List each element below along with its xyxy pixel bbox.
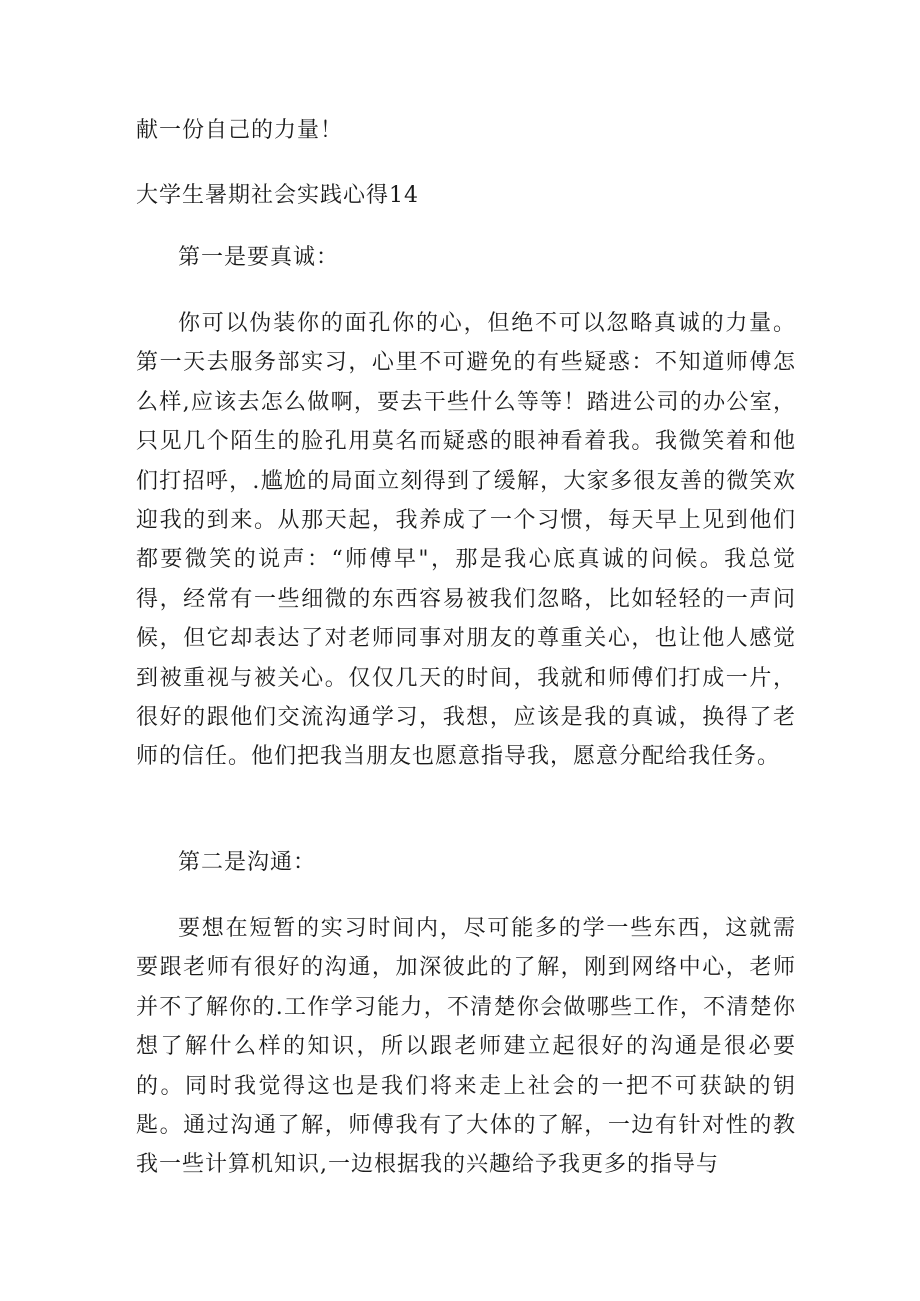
section1-paragraph: 你可以伪装你的面孔你的心，但绝不可以忽略真诚的力量。第一天去服务部实习，心里不可避免的有些疑惑：不知道师傅怎么样,应该去怎么做啊，要去干些什么等等！踏进公司的办公室，只见几个陌生的脸孔用莫名而疑惑的眼神看着我。我微笑着和他们打招呼，.尴尬的局面立刻得到了缓解，大家多很友善的微笑欢迎我的到来。从那天起，我养成了一个习惯，每天早上见到他们都要微笑的说声：“师傅早"，那是我心底真诚的问候。我总觉得，经常有一些细微的东西容易被我们忽略，比如轻轻的一声问候，但它却表达了对老师同事对朋友的尊重关心，也让他人感觉到被重视与被关心。仅仅几天的时间，我就和师傅们打成一片，很好的跟他们交流沟通学习，我想，应该是我的真诚，换得了老师的信任。他们把我当朋友也愿意指导我，愿意分配给我任务。: [136, 311, 796, 770]
document-title: 大学生暑期社会实践心得14: [136, 183, 419, 208]
closing-line: 献一份自己的力量！: [136, 118, 344, 143]
section2-heading: 第二是沟通：: [178, 850, 317, 875]
section1-heading: 第一是要真诚：: [178, 245, 340, 270]
section2-paragraph: 要想在短暂的实习时间内，尽可能多的学一些东西，这就需要跟老师有很好的沟通，加深彼此的了解，刚到网络中心，老师并不了解你的.工作学习能力，不清楚你会做哪些工作，不清楚你想了解什么样的知识，所以跟老师建立起很好的沟通是很必要的。同时我觉得这也是我们将来走上社会的一把不可获缺的钥匙。通过沟通了解，师傅我有了大体的了解，一边有针对性的教我一些计算机知识,一边根据我的兴趣给予我更多的指导与: [136, 916, 796, 1178]
